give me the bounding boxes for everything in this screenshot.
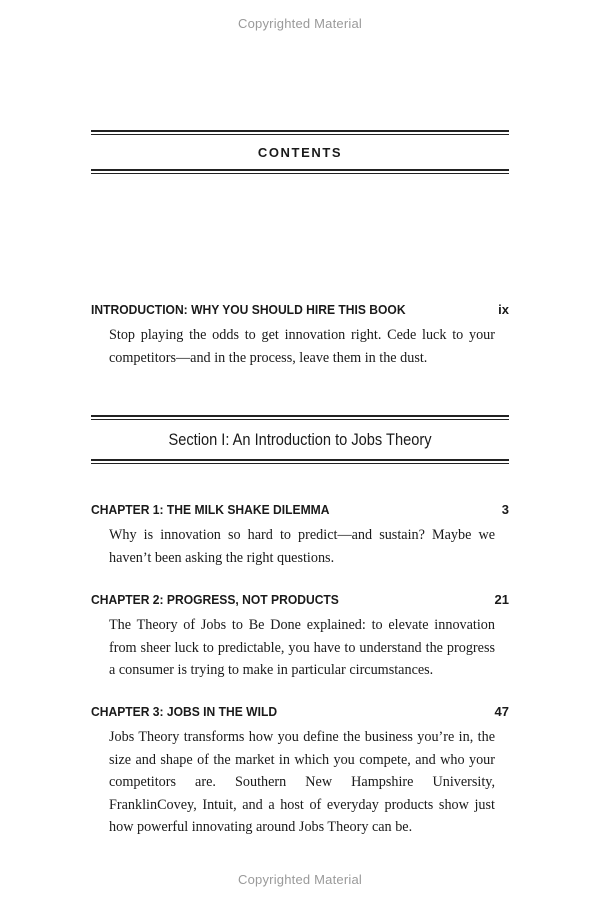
contents-rule-bottom <box>91 169 509 173</box>
toc-entry-chapter-3[interactable] <box>91 704 509 839</box>
copyright-watermark-bottom: Copyrighted Material <box>238 872 362 887</box>
entry-page-number: 3 <box>501 502 509 517</box>
entry-title[interactable]: CHAPTER 1: THE MILK SHAKE DILEMMA <box>91 502 330 517</box>
section-heading: Section I: An Introduction to Jobs Theory <box>168 430 432 449</box>
entry-page-number: ix <box>498 302 509 317</box>
entry-description: Jobs Theory transforms how you define the business you’re in, the size and shape of the market in which you compete, and who your competitors are. Southern New Hampshire University, FranklinCovey, Intuit, and a host of everyday products show just how powerful innovating around Jobs Theory can be. <box>109 729 495 836</box>
entry-page-number: 21 <box>494 592 509 607</box>
entry-description: The Theory of Jobs to Be Done explained: to elevate innovation from sheer luck to predictable, you have to understand the progress a consumer is trying to make in particular circumstances. <box>109 617 495 679</box>
entry-description: Why is innovation so hard to predict—and sustain? Maybe we haven’t been asking the right questions. <box>109 527 495 566</box>
section-rule-top <box>91 415 509 419</box>
entry-title[interactable]: CHAPTER 3: JOBS IN THE WILD <box>91 704 278 719</box>
contents-heading: CONTENTS <box>257 145 343 160</box>
section-rule-bottom <box>91 459 509 463</box>
toc-entry-chapter-1[interactable] <box>91 502 509 569</box>
copyright-watermark-top: Copyrighted Material <box>238 16 362 31</box>
toc-entry-introduction[interactable] <box>91 302 509 369</box>
contents-rule-top <box>91 130 509 134</box>
entry-page-number: 47 <box>494 704 509 719</box>
entry-description: Stop playing the odds to get innovation right. Cede luck to your competitors—and in the process, leave them in the dust. <box>109 327 495 366</box>
entry-title[interactable]: INTRODUCTION: WHY YOU SHOULD HIRE THIS BOOK <box>91 302 406 317</box>
toc-entry-chapter-2[interactable] <box>91 592 509 682</box>
entry-title[interactable]: CHAPTER 2: PROGRESS, NOT PRODUCTS <box>91 592 339 607</box>
